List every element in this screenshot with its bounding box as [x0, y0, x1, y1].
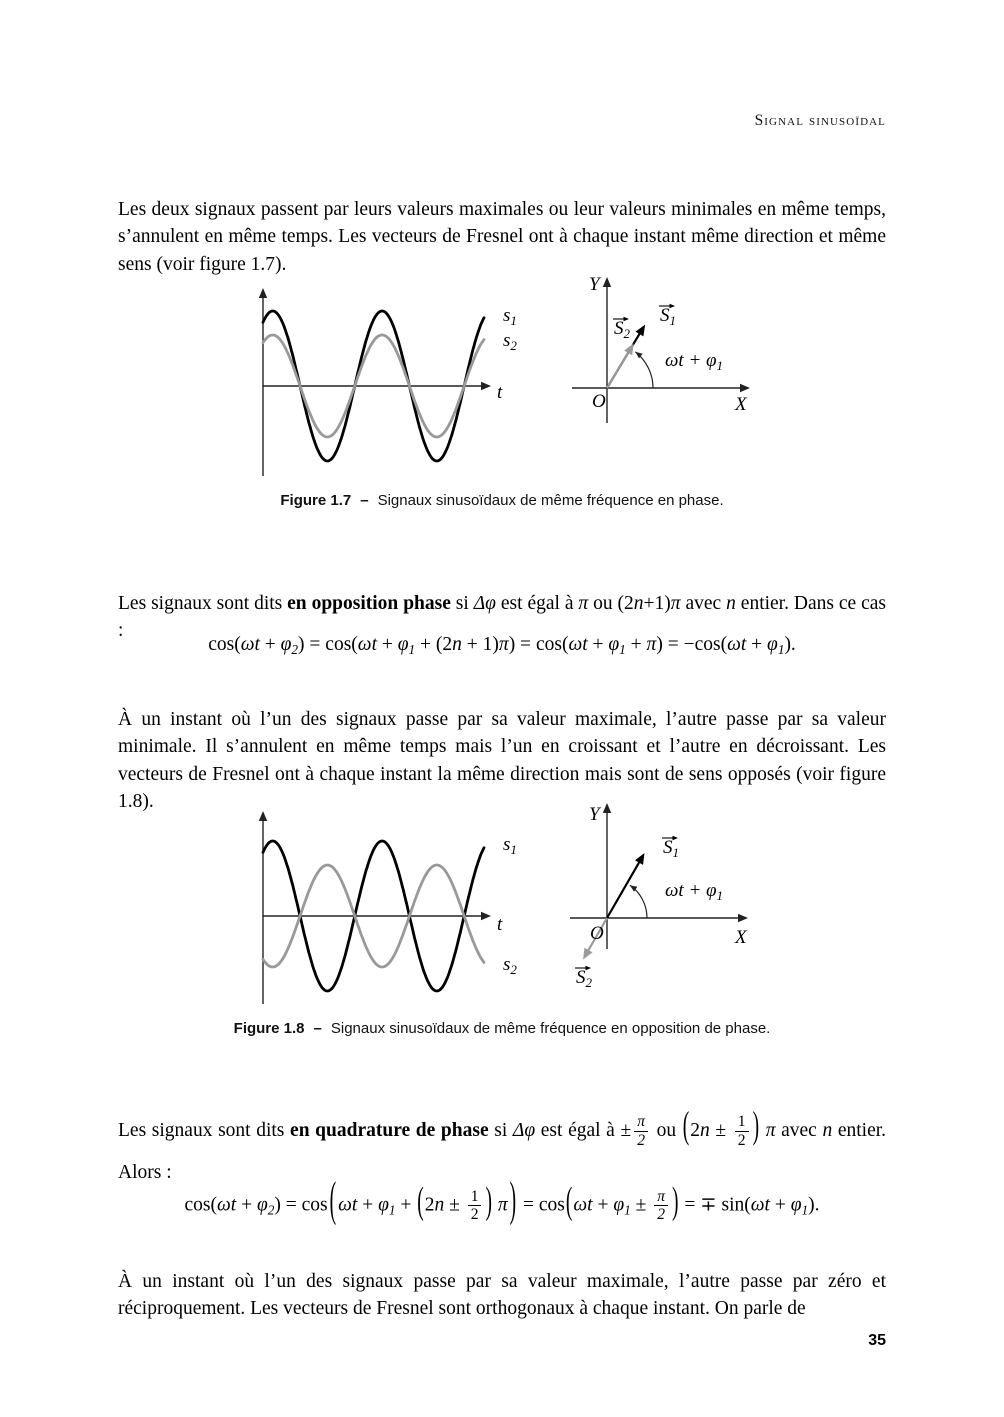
fraction: $\frac{1}{2}$ [468, 1188, 482, 1224]
svg-text:s2: $s_2$ [503, 330, 517, 353]
svg-text:s2: $s_2$ [503, 954, 517, 977]
figure-1-7-fresnel-diagram [567, 271, 772, 426]
paragraph-opposition-description: À un instant où l’un des signaux passe par sa valeur maximale, l’autre passe par sa valeur minimale. Il s’annulent en même temps mais l’un en croissant et l’autre en décroissant. Les vecteurs de Fresnel ont à chaque instant la même direction mais sont de sens opposés (voir figure 1.8). [118, 708, 886, 812]
svg-text:Y: Y [589, 804, 600, 825]
svg-text:S1: $S_1$ [660, 305, 676, 328]
svg-text:s1: $s_1$ [503, 834, 517, 857]
svg-text:t: t [497, 914, 503, 935]
caption-dash: – [313, 1020, 322, 1037]
svg-text:Y: Y [589, 274, 600, 295]
svg-text:X: X [735, 927, 747, 948]
figure-1-7-caption-label: Figure 1.7 [280, 492, 352, 509]
svg-text:S1: $S_1$ [663, 837, 679, 860]
figure-1-7-caption-text: Signaux sinusoïdaux de même fréquence en phase. [377, 492, 724, 509]
fraction: $\frac{1}{2}$ [735, 1113, 749, 1149]
svg-text:t: t [497, 382, 503, 403]
equation-opposition-phase: $\cos(\omega t + \varphi_2) = \cos(\omega t + \varphi_1 + (2n + 1)\pi) = \cos(\omega t + \varphi_1 + \pi) = -\cos(\omega t + \varphi_1)$. [208, 634, 796, 658]
fraction: $\frac{\pi}{2}$ [654, 1188, 668, 1224]
svg-text:O: O [592, 391, 606, 412]
svg-text:X: X [735, 394, 747, 415]
figure-1-7-caption [0, 492, 1004, 509]
svg-text:O: O [590, 923, 604, 944]
figure-1-7-waveform-plot [251, 283, 531, 483]
page-number: 35 [868, 1332, 886, 1349]
equation-quadrature-phase: $\cos(\omega t + \varphi_2) = \cos$ ( $\omega t + \varphi_1 + (2n$ ± $\frac{1}{2}$ ) π ) = $\cos(\omega t + \varphi_1$ ± $\frac{\pi}{2}$ ) = ∓ $\sin(\omega t + \varphi_1)$. [184, 1175, 820, 1228]
svg-text:ωt + φ1: $\omega t + \varphi_1$ [665, 880, 724, 903]
figure-1-8-fresnel-diagram [562, 797, 772, 992]
svg-text:S2: $S_2$ [614, 318, 630, 341]
svg-text:ωt + φ1: $\omega t + \varphi_1$ [665, 350, 724, 373]
figure-1-8-caption-text: Signaux sinusoïdaux de même fréquence en opposition de phase. [330, 1020, 771, 1037]
paragraph-opposition-phase: Les signaux sont dits en opposition phase si Δφ est égal à π ou (2n+1)π avec n entier. Dans ce cas : [118, 592, 887, 641]
caption-dash: – [360, 492, 369, 509]
fraction: $\frac{\pi}{2}$ [634, 1113, 648, 1149]
figure-1-8-caption-label: Figure 1.8 [233, 1020, 305, 1037]
paragraph-quadrature-description: À un instant où l’un des signaux passe par sa valeur maximale, l’autre passe par zéro et réciproquement. Les vecteurs de Fresnel sont orthogonaux à chaque instant. On parle de [118, 1270, 886, 1319]
running-header: Signal sinusoïdal [754, 112, 886, 129]
figure-1-8-waveform-plot [251, 806, 531, 1011]
paragraph-quadrature-phase: Les signaux sont dits en quadrature de phase si Δφ est égal à ± $\frac{\pi}{2}$ ou (2n ± $\frac{1}{2}$ ) π avec n entier. Alors : [118, 1105, 887, 1183]
svg-text:S2: $S_2$ [576, 967, 592, 990]
svg-text:s1: $s_1$ [503, 305, 517, 328]
figure-1-8-caption [0, 1020, 1004, 1037]
paragraph-intro-phase: Les deux signaux passent par leurs valeurs maximales ou leur valeurs minimales en même temps, s’annulent en même temps. Les vecteurs de Fresnel ont à chaque instant même direction et même sens (voir figure 1.7). [118, 198, 886, 275]
